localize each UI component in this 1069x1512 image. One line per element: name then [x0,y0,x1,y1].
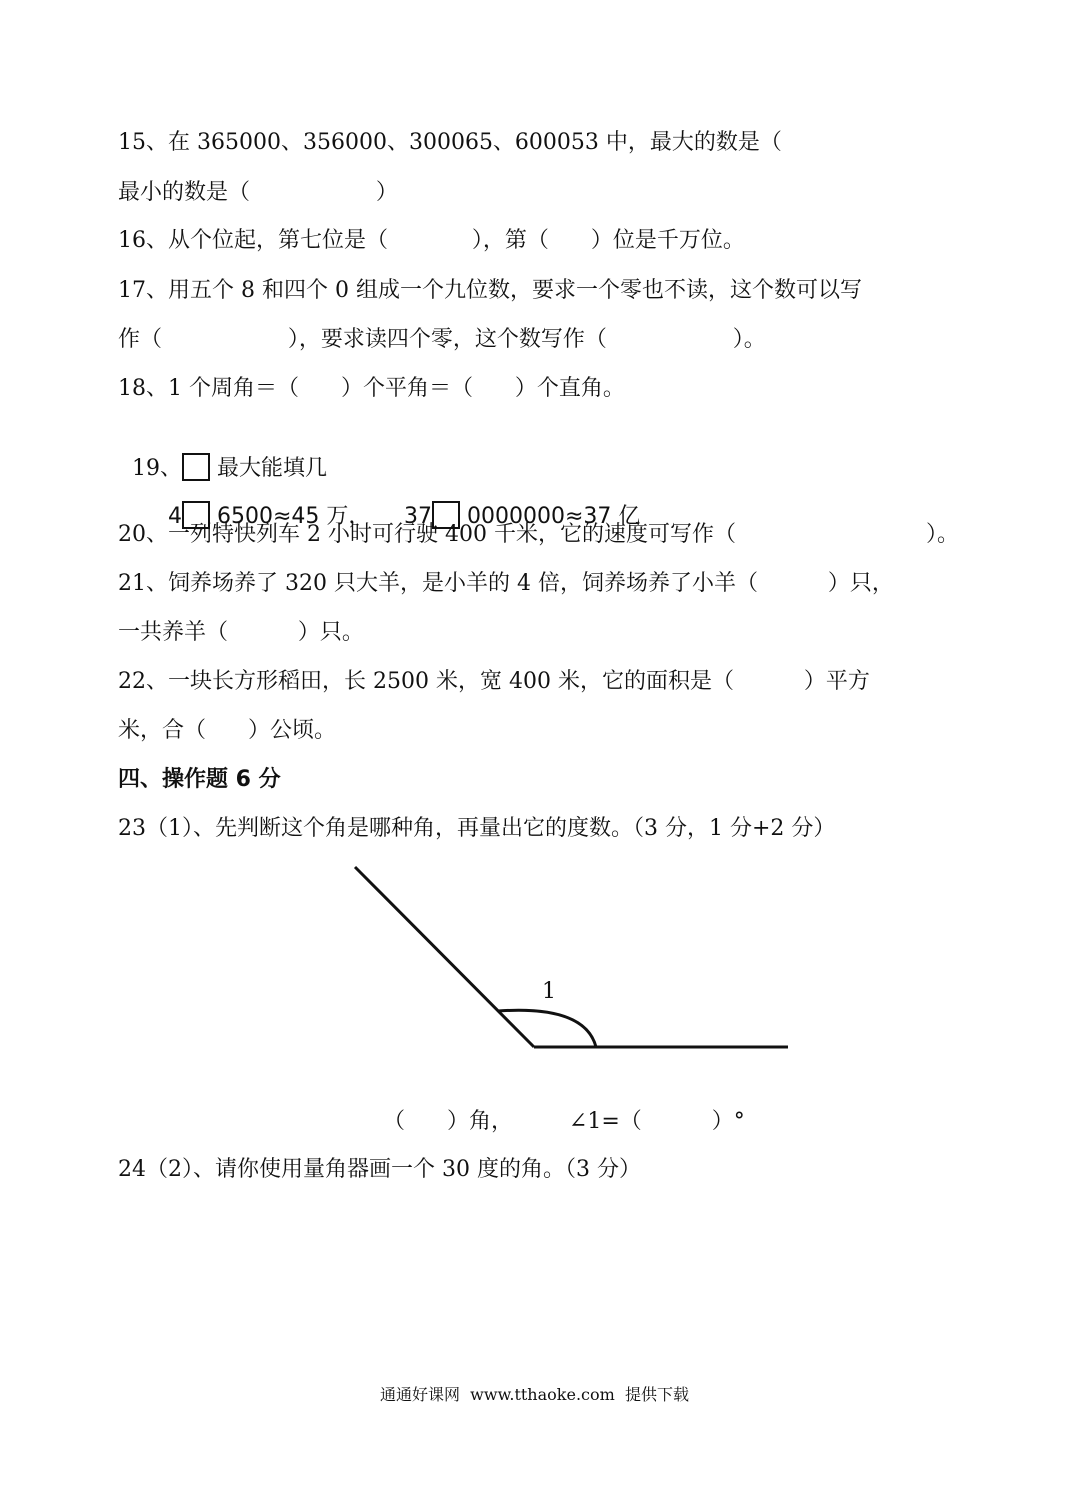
q23-line: 23（1）、先判断这个角是哪种角，再量出它的度数。（3 分，1 分+2 分） [118,816,836,841]
q15-line2: 最小的数是（ ） [118,180,398,205]
q18-line: 18、1 个周角＝（ ）个平角＝（ ）个直角。 [118,376,625,401]
section4-title: 四、操作题 6 分 [118,767,281,792]
q17-line1: 17、用五个 8 和四个 0 组成一个九位数，要求一个零也不读，这个数可以写 [118,278,862,303]
q19-label: 19、 [132,456,182,481]
q21-line2: 一共养羊（ ）只。 [118,620,364,645]
q19-ex1-post: 6500≈45 万， [217,504,371,529]
footer: 通通好课网 www.tthaoke.com 提供下载 [380,1385,689,1404]
angle-label: 1 [542,979,556,1004]
q20-line: 20、一列特快列车 2 小时可行驶 400 千米，它的速度可写作（ [118,522,736,547]
q24-line: 24（2）、请你使用量角器画一个 30 度的角。（3 分） [118,1157,641,1182]
angle-arc [498,1010,596,1047]
q15-text: 15、在 365000、356000、300065、600053 中，最大的数是（ [118,130,782,155]
q16-line: 16、从个位起，第七位是（ ），第（ ）位是千万位。 [118,228,745,253]
q19-ex1-pre: 4 [168,504,182,529]
q22-line2: 米，合（ ）公顷。 [118,718,336,743]
q20-close: ）。 [926,522,960,547]
q22-line1: 22、一块长方形稻田，长 2500 米，宽 400 米，它的面积是（ ）平方 [118,669,870,694]
q23-answer: （ ）角， ∠1=（ ）° [383,1109,745,1134]
angle-ray-slanted [355,867,534,1047]
q19-ex2-post: 0000000≈37 亿 [467,504,641,529]
q19-text: 最大能填几 [217,456,328,481]
q19-ex2-pre: 37 [404,504,432,529]
q21-line1: 21、饲养场养了 320 只大羊，是小羊的 4 倍，饲养场养了小羊（ ）只， [118,571,894,596]
q17-line2: 作（ ），要求读四个零，这个数写作（ ）。 [118,327,766,352]
